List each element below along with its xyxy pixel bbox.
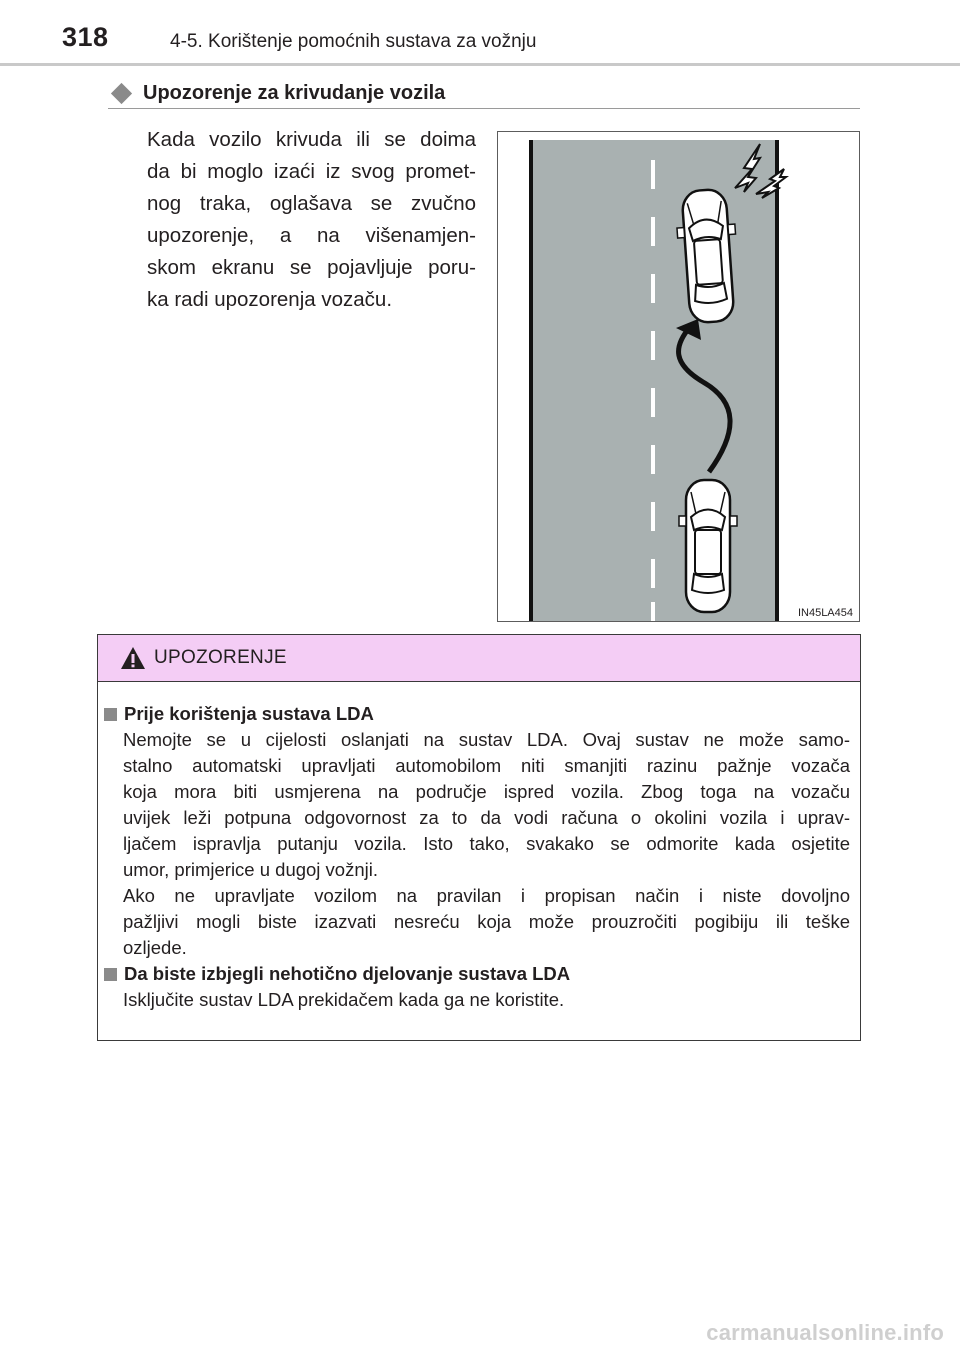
- body-line: ljačem ispravlja putanju vozila. Isto tako, svakako se odmorite kada osjetite: [123, 833, 850, 854]
- page-number: 318: [62, 22, 109, 52]
- intro-line: skom ekranu se pojavljuje poru-: [147, 256, 476, 279]
- footer-watermark: carmanualsonline.info: [706, 1320, 944, 1345]
- warning-item-heading-text: Da biste izbjegli nehotično djelovanje sustava LDA: [124, 963, 571, 984]
- body-line: Isključite sustav LDA prekidačem kada ga ne koristite.: [123, 989, 565, 1010]
- intro-line: da bi moglo izaći iz svog promet-: [147, 160, 476, 183]
- car-top-view-icon: [679, 480, 737, 612]
- warning-item-body: [123, 987, 850, 1013]
- warning-item-heading: [104, 961, 852, 987]
- body-line: uvijek leži potpuna odgovornost za to da vodi računa o okolini vozila i uprav-: [123, 807, 850, 828]
- warning-item-body: [123, 727, 850, 961]
- figure-code: IN45LA454: [797, 607, 853, 619]
- road-surface: [531, 140, 777, 621]
- warning-item-heading: [104, 701, 852, 727]
- body-line: ozljede.: [123, 937, 187, 958]
- warning-item: [104, 701, 852, 961]
- intro-line: nog traka, oglašava se zvučno: [147, 192, 476, 215]
- warning-header: [98, 635, 860, 682]
- section-heading: [108, 78, 860, 109]
- intro-line: ka radi upozorenja vozaču.: [147, 288, 393, 311]
- warning-title: UPOZORENJE: [154, 647, 287, 668]
- body-line: Ako ne upravljate vozilom na pravilan i propisan način i niste dovoljno: [123, 885, 850, 906]
- body-line: Nemojte se u cijelosti oslanjati na sustav LDA. Ovaj sustav ne može samo-: [123, 729, 850, 750]
- warning-box: [97, 634, 861, 1041]
- body-line: stalno automatski upravljati automobilom niti smanjiti razinu pažnje vozača: [123, 755, 850, 776]
- intro-line: upozorenje, a na višenamjen-: [147, 224, 476, 247]
- header-divider: [0, 63, 960, 66]
- body-line: pažljivi mogli biste izazvati nesreću koja može prouzročiti pogibiju ili teške: [123, 911, 850, 932]
- warning-triangle-icon: [120, 646, 146, 670]
- warning-item: [104, 961, 852, 1013]
- lane-departure-figure: [497, 131, 860, 622]
- diamond-bullet-icon: [111, 82, 132, 103]
- square-bullet-icon: [104, 968, 117, 981]
- warning-item-heading-text: Prije korištenja sustava LDA: [124, 703, 374, 724]
- body-line: koja mora biti usmjerena na područje ispred vozila. Zbog toga na vozaču: [123, 781, 850, 802]
- road-illustration: [498, 132, 859, 621]
- intro-line: Kada vozilo krivuda ili se doima: [147, 128, 476, 151]
- square-bullet-icon: [104, 708, 117, 721]
- intro-paragraph: [147, 124, 476, 316]
- section-title: Upozorenje za krivudanje vozila: [143, 81, 446, 104]
- chapter-title: 4-5. Korištenje pomoćnih sustava za vožnju: [170, 31, 537, 52]
- body-line: umor, primjerice u dugoj vožnji.: [123, 859, 378, 880]
